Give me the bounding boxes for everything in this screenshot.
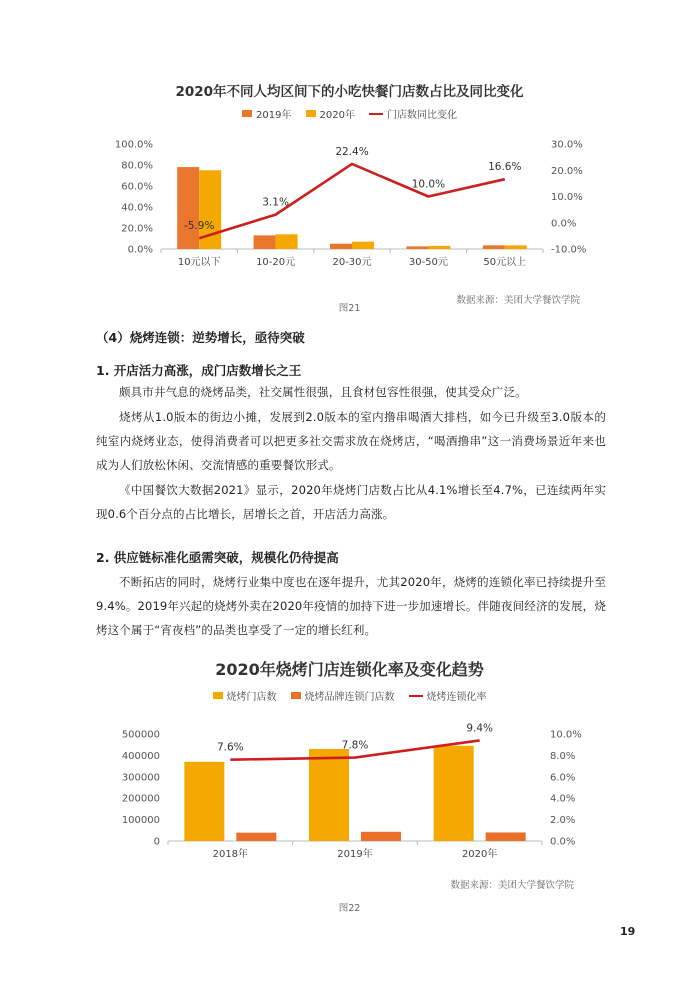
chart1-plot <box>0 130 699 280</box>
legend-item-yoy <box>369 106 457 121</box>
sub1-heading: 1. 开店活力高涨，成门店数增长之王 <box>96 363 302 378</box>
bar-1 <box>486 832 526 841</box>
line-data-label: 9.4% <box>466 722 494 735</box>
y-tick-label: 0.0% <box>127 244 153 256</box>
y2-tick-label: 10.0% <box>550 729 582 741</box>
x-tick-label: 10-20元 <box>256 257 296 268</box>
y2-tick-label: 4.0% <box>550 793 576 805</box>
paragraph-2: 烧烤从1.0版本的街边小摊，发展到2.0版本的室内撸串喝酒大排档，如今已升级至3.0版本的纯室内烧烤业态，使得消费者可以把更多社交需求放在烧烤店，“喝酒撸串”这一消费场景近年来也成为人们放松休闲、交流情感的重要餐饮形式。 <box>96 410 606 472</box>
line-data-label: -5.9% <box>183 220 215 233</box>
bar-0 <box>254 235 276 249</box>
chart2-plot <box>0 720 699 870</box>
line-data-label: 7.8% <box>341 739 369 752</box>
line-data-label: 10.0% <box>411 178 446 191</box>
y2-tick-label: 0.0% <box>551 218 577 230</box>
bar-0 <box>309 749 349 841</box>
chart1-title: 2020年不同人均区间下的小吃快餐门店数占比及同比变化 <box>175 84 524 100</box>
y2-tick-label: -10.0% <box>551 244 587 256</box>
legend-line-icon <box>369 113 383 115</box>
line-data-label: 7.6% <box>216 741 244 754</box>
chart1-figure-label: 图21 <box>338 303 361 314</box>
y2-tick-label: 30.0% <box>551 139 583 151</box>
y-tick-label: 60.0% <box>121 181 153 193</box>
y-tick-label: 300000 <box>121 772 160 784</box>
bar-1 <box>276 234 298 249</box>
chart2-title: 2020年烧烤门店连锁化率及变化趋势 <box>215 660 484 679</box>
chart1-source: 数据来源：美团大学餐饮学院 <box>456 295 580 306</box>
bar-1 <box>505 245 527 249</box>
legend-label: 烧烤连锁化率 <box>426 692 487 703</box>
legend-label: 烧烤门店数 <box>226 692 277 703</box>
legend-label: 烧烤品牌连锁门店数 <box>304 692 395 703</box>
y-tick-label: 0 <box>153 836 160 848</box>
y2-tick-label: 2.0% <box>550 815 576 827</box>
y-tick-label: 80.0% <box>121 160 153 172</box>
y2-tick-label: 20.0% <box>551 165 583 177</box>
x-tick-label: 2018年 <box>212 849 249 860</box>
bar-1 <box>352 242 374 249</box>
bar-0 <box>330 244 352 249</box>
y-tick-label: 400000 <box>121 750 160 762</box>
legend-swatch-icon <box>213 692 223 699</box>
y-tick-label: 40.0% <box>121 202 153 214</box>
bar-0 <box>184 762 224 841</box>
x-tick-label: 30-50元 <box>408 257 448 268</box>
section-heading: （4）烧烤连锁：逆势增长，亟待突破 <box>96 330 305 345</box>
x-tick-label: 2019年 <box>337 849 373 860</box>
legend-label: 2020年 <box>319 110 355 121</box>
x-tick-label: 10元以下 <box>177 257 221 268</box>
bar-1 <box>428 246 450 249</box>
legend-swatch-icon <box>242 110 252 117</box>
bar-0 <box>406 246 428 249</box>
chart2-figure-label: 图22 <box>338 903 361 914</box>
legend-item-2019 <box>242 106 291 121</box>
y-tick-label: 500000 <box>121 729 160 741</box>
y-tick-label: 20.0% <box>121 223 153 235</box>
line-series <box>199 164 505 238</box>
y2-tick-label: 10.0% <box>551 192 583 203</box>
chart2-legend <box>0 688 699 703</box>
paragraph-4: 不断拓店的同时，烧烤行业集中度也在逐年提升，尤其2020年，烧烤的连锁化率已持续提升至9.4%。2019年兴起的烧烤外卖在2020年疫情的加持下进一步加速增长。伴随夜间经济的发展，烧烤这个属于“宵夜档”的品类也享受了一定的增长红利。 <box>96 575 606 637</box>
chart2-source: 数据来源：美团大学餐饮学院 <box>450 880 574 891</box>
x-tick-label: 20-30元 <box>332 257 372 268</box>
x-tick-label: 50元以上 <box>483 257 527 268</box>
legend-item-chain-stores <box>291 688 395 703</box>
y-tick-label: 100.0% <box>114 139 153 151</box>
legend-item-chain-rate <box>409 688 487 703</box>
x-tick-label: 2020年 <box>461 849 498 860</box>
legend-item-2020 <box>306 106 355 121</box>
bar-1 <box>361 832 401 841</box>
bar-0 <box>434 746 474 841</box>
legend-item-stores <box>213 688 277 703</box>
y-tick-label: 200000 <box>121 793 160 805</box>
legend-label: 门店数同比变化 <box>386 110 457 121</box>
paragraph-1: 颇具市井气息的烧烤品类，社交属性很强，且食材包容性很强，使其受众广泛。 <box>119 385 527 399</box>
line-data-label: 22.4% <box>335 145 369 158</box>
sub2-heading: 2. 供应链标准化亟需突破，规模化仍待提高 <box>96 550 339 565</box>
bar-1 <box>236 833 276 841</box>
page-number: 19 <box>620 925 636 938</box>
legend-line-icon <box>409 695 423 697</box>
y2-tick-label: 0.0% <box>550 836 576 848</box>
legend-swatch-icon <box>291 692 301 699</box>
bar-0 <box>483 245 505 249</box>
y2-tick-label: 8.0% <box>550 750 576 762</box>
legend-swatch-icon <box>306 110 316 117</box>
chart1-legend <box>0 106 699 121</box>
line-data-label: 3.1% <box>262 196 289 209</box>
paragraph-3: 《中国餐饮大数据2021》显示，2020年烧烤门店数占比从4.1%增长至4.7%，已连续两年实现0.6个百分点的占比增长，居增长之首，开店活力高涨。 <box>96 483 606 521</box>
legend-label: 2019年 <box>256 110 292 121</box>
y-tick-label: 100000 <box>121 815 160 827</box>
y2-tick-label: 6.0% <box>550 772 576 784</box>
bar-0 <box>177 167 199 249</box>
line-data-label: 16.6% <box>488 161 522 174</box>
